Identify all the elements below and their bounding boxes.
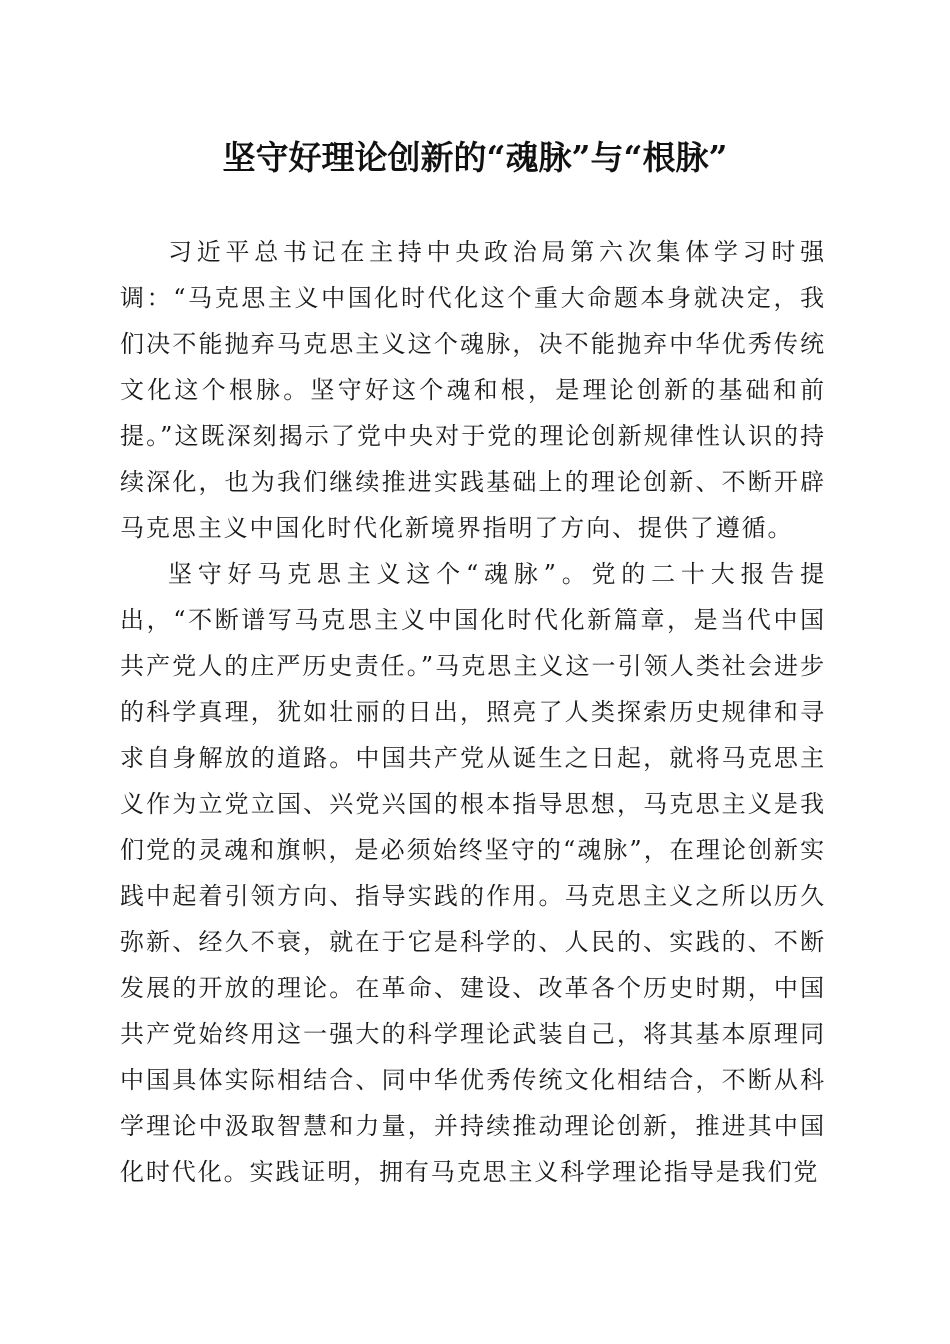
document-title: 坚守好理论创新的“魂脉”与“根脉” (222, 138, 728, 177)
paragraph-marxism-soul: 坚守好马克思主义这个“魂脉”。党的二十大报告提出，“不断谱写马克思主义中国化时代化新篇章，是当代中国共产党人的庄严历史责任。”马克思主义这一引领人类社会进步的科学真理，犹如壮丽的日出，照亮了人类探索历史规律和寻求自身解放的道路。中国共产党从诞生之日起，就将马克思主义作为立党立国、兴党兴国的根本指导思想，马克思主义是我们党的灵魂和旗帜，是必须始终坚守的“魂脉”，在理论创新实践中起着引领方向、指导实践的作用。马克思主义之所以历久弥新、经久不衰，就在于它是科学的、人民的、实践的、不断发展的开放的理论。在革命、建设、改革各个历史时期，中国共产党始终用这一强大的科学理论武装自己，将其基本原理同中国具体实际相结合、同中华优秀传统文化相结合，不断从科学理论中汲取智慧和力量，并持续推动理论创新，推进其中国化时代化。实践证明，拥有马克思主义科学理论指导是我们党 (120, 560, 826, 1186)
document-body (120, 229, 826, 1195)
paragraph-intro: 习近平总书记在主持中央政治局第六次集体学习时强调：“马克思主义中国化时代化这个重大命题本身就决定，我们决不能抛弃马克思主义这个魂脉，决不能抛弃中华优秀传统文化这个根脉。坚守好这个魂和根，是理论创新的基础和前提。”这既深刻揭示了党中央对于党的理论创新规律性认识的持续深化，也为我们继续推进实践基础上的理论创新、不断开辟马克思主义中国化时代化新境界指明了方向、提供了遵循。 (120, 238, 826, 542)
